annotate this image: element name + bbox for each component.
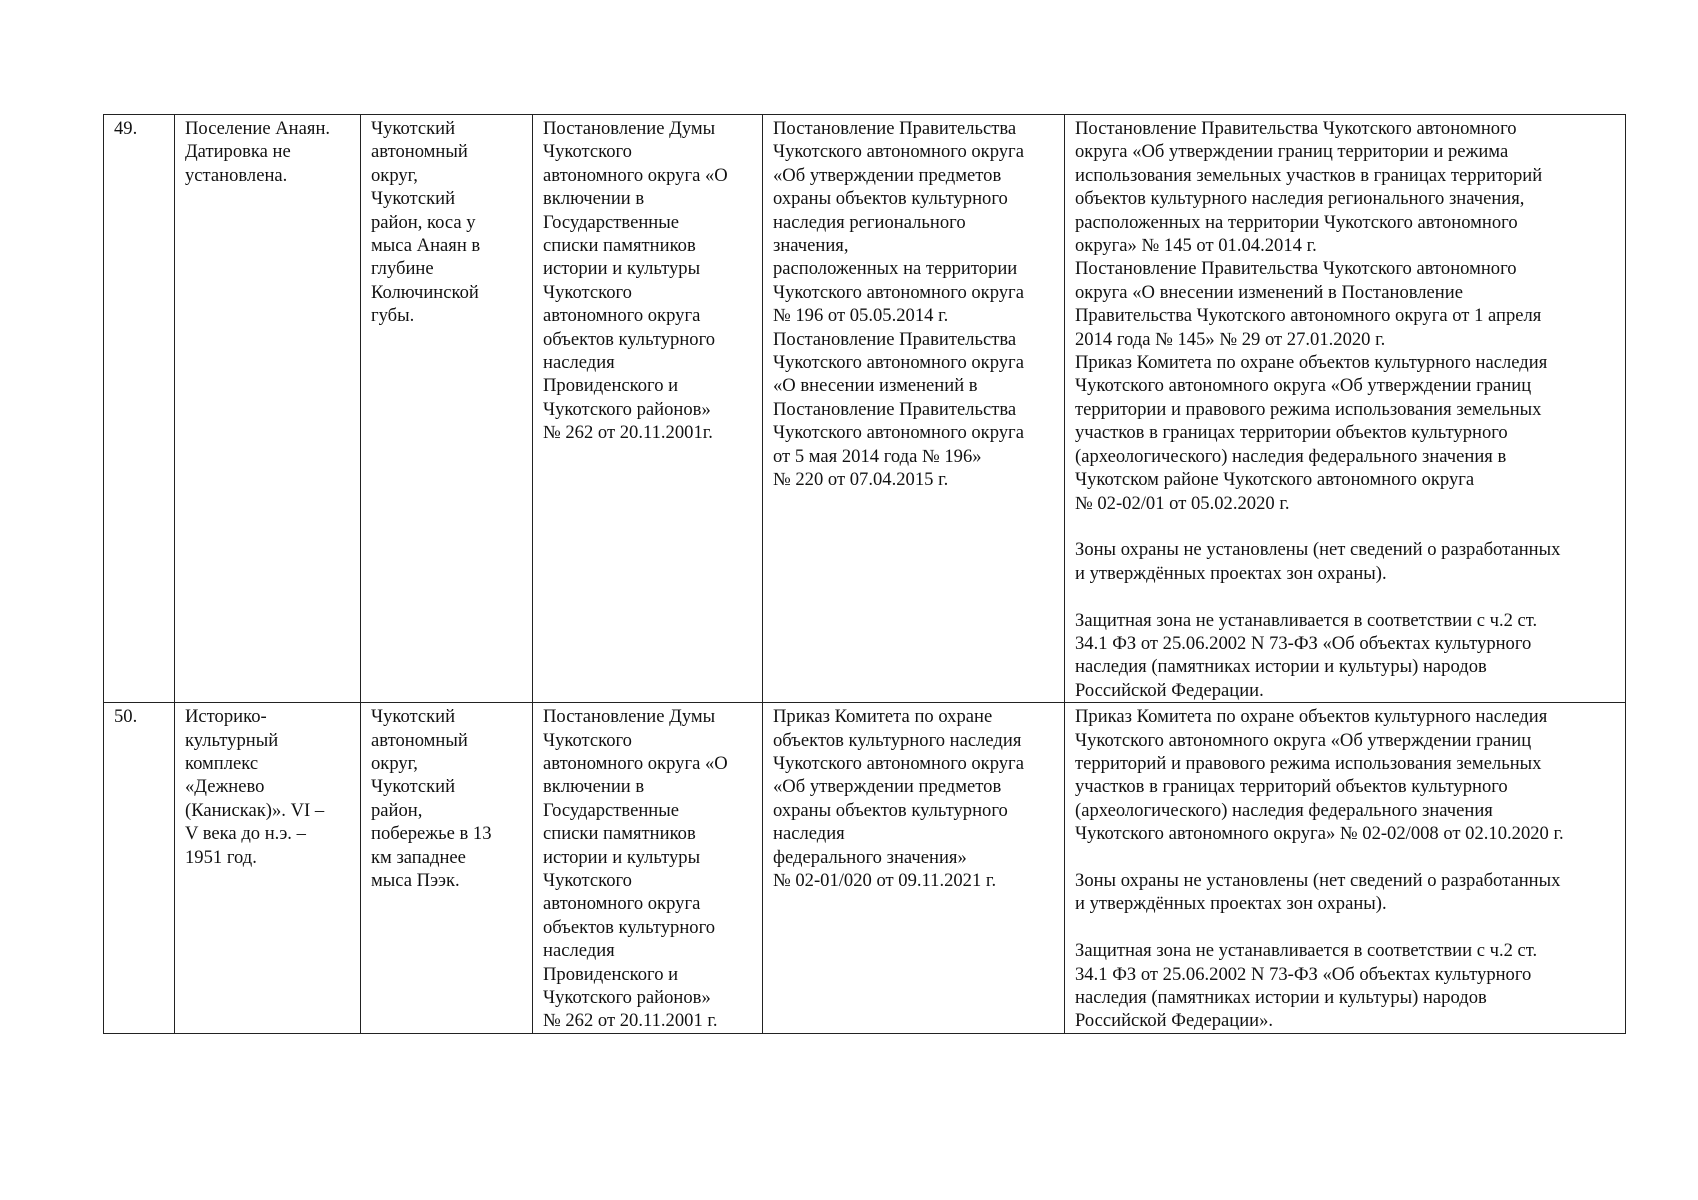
- boundaries-text: Постановление Правительства Чукотского автономного округа «Об утверждении границ территории и режима использования земельных участков в границах территорий объектов культурного наследия регионального значения, расположенных на территории Чукотского автономного округа» № 145 от 01.04.2014 г. Постановление Правительства Чукотского автономного округа «О внесении изменений в Постановление Правительства Чукотского автономного округа от 1 апреля 2014 года № 145» № 29 от 27.01.2020 г. Приказ Комитета по охране объектов культурного наследия Чукотского автономного округа «Об утверждении границ территории и правового режима использования земельных участков в границах территории объектов культурного (археологического) наследия федерального значения в Чукотском районе Чукотского автономного округа № 02-02/01 от 05.02.2020 г.: [1075, 118, 1548, 514]
- row-number-cell: 50.: [104, 703, 175, 1034]
- protection-subject-cell: Постановление Правительства Чукотского автономного округа «Об утверждении предметов охраны объектов культурного наследия регионального значения, расположенных на территории Чукотского автономного округа № 196 от 05.05.2014 г. Постановление Правительства Чукотского автономного округа «О внесении изменений в Постановление Правительства Чукотского автономного округа от 5 мая 2014 года № 196» № 220 от 07.04.2015 г.: [763, 115, 1065, 703]
- protection-zones-text: Зоны охраны не установлены (нет сведений о разработанных и утверждённых проектах зон охраны).: [1075, 539, 1561, 584]
- row-number-cell: 49.: [104, 115, 175, 703]
- inclusion-act-cell: Постановление Думы Чукотского автономного округа «О включении в Государственные списки памятников истории и культуры Чукотского автономного округа объектов культурного наследия Провиденского и Чукотского районов» № 262 от 20.11.2001г.: [533, 115, 763, 703]
- object-name-cell: Историко- культурный комплекс «Дежнево (Канискак)». VI – V века до н.э. – 1951 год.: [175, 703, 361, 1034]
- heritage-objects-table: [103, 114, 1626, 1034]
- document-page: [103, 114, 1626, 1034]
- boundaries-text: Приказ Комитета по охране объектов культурного наследия Чукотского автономного округа «Об утверждении границ территорий и правового режима использования земельных участков в границах территорий объектов культурного (археологического) наследия федерального значения Чукотского автономного округа» № 02-02/008 от 02.10.2020 г.: [1075, 706, 1564, 845]
- object-location-cell: Чукотский автономный округ, Чукотский район, коса у мыса Анаян в глубине Колючинской губы.: [361, 115, 533, 703]
- protection-zones-text: Зоны охраны не установлены (нет сведений о разработанных и утверждённых проектах зон охраны).: [1075, 869, 1561, 915]
- object-name-cell: Поселение Анаян. Датировка не установлена.: [175, 115, 361, 703]
- protection-subject-cell: Приказ Комитета по охране объектов культурного наследия Чукотского автономного округа «Об утверждении предметов охраны объектов культурного наследия федерального значения» № 02-01/020 от 09.11.2021 г.: [763, 703, 1065, 1034]
- boundaries-cell: [1065, 115, 1626, 703]
- protective-zone-text: Защитная зона не устанавливается в соответствии с ч.2 ст. 34.1 ФЗ от 25.06.2002 N 73-ФЗ «Об объектах культурного наследия (памятниках истории и культуры) народов Российской Федерации.: [1075, 609, 1538, 701]
- object-location-cell: Чукотский автономный округ, Чукотский район, побережье в 13 км западнее мыса Пээк.: [361, 703, 533, 1034]
- table-row: [104, 115, 1626, 703]
- table-row: [104, 703, 1626, 1034]
- protective-zone-text: Защитная зона не устанавливается в соответствии с ч.2 ст. 34.1 ФЗ от 25.06.2002 N 73-ФЗ «Об объектах культурного наследия (памятниках истории и культуры) народов Российской Федерации».: [1075, 940, 1538, 1032]
- boundaries-cell: [1065, 703, 1626, 1034]
- inclusion-act-cell: Постановление Думы Чукотского автономного округа «О включении в Государственные списки памятников истории и культуры Чукотского автономного округа объектов культурного наследия Провиденского и Чукотского районов» № 262 от 20.11.2001 г.: [533, 703, 763, 1034]
